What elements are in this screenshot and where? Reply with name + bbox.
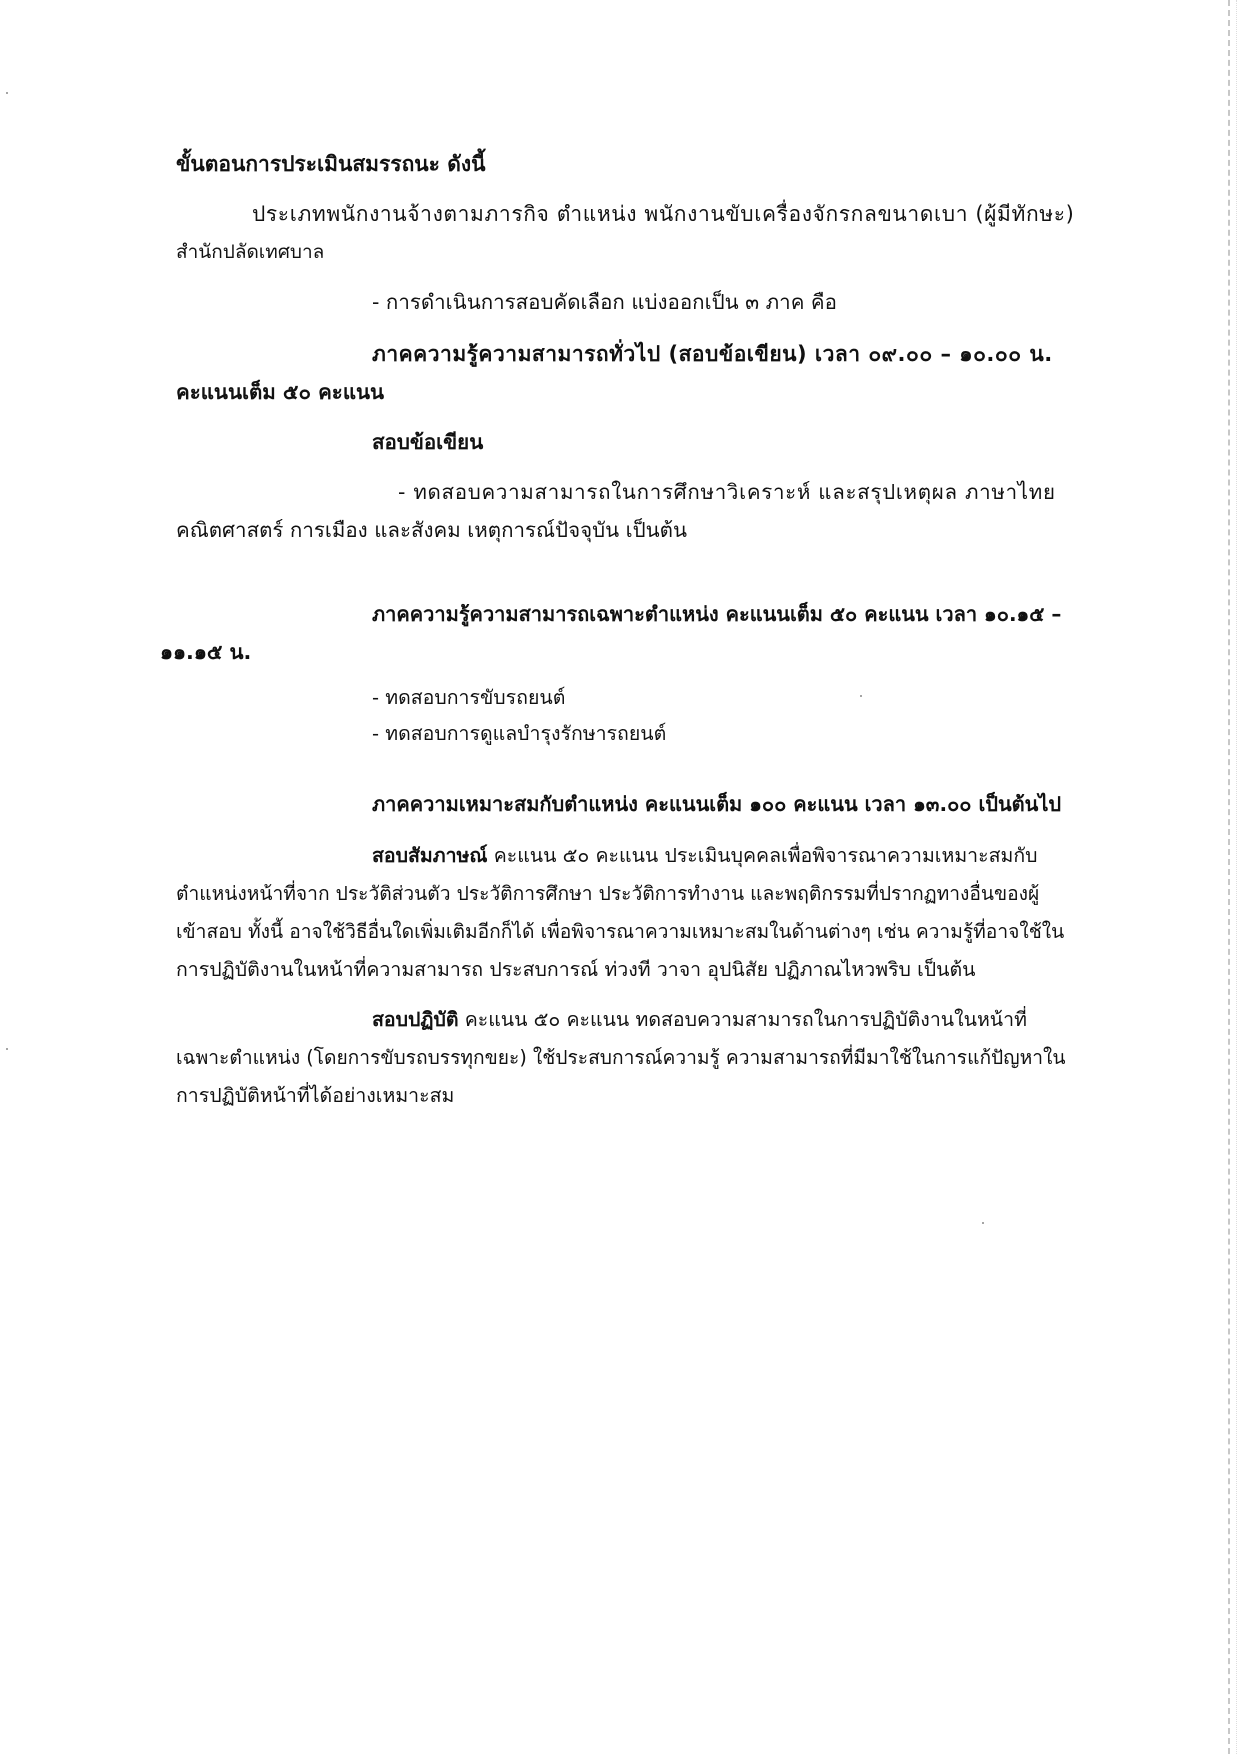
scan-speck <box>6 1048 8 1050</box>
part1-score: คะแนนเต็ม ๕๐ คะแนน <box>176 380 385 404</box>
part1-title: ภาคความรู้ความสามารถทั่วไป (สอบข้อเขียน) เวลา ๐๙.๐๐ – ๑๐.๐๐ น. <box>372 342 1053 366</box>
scan-edge-artifact <box>1228 0 1230 1754</box>
scan-speck <box>982 1222 984 1224</box>
interview-line-4: การปฏิบัติงานในหน้าที่ความสามารถ ประสบการณ์ ท่วงที วาจา อุปนิสัย ปฏิภาณไหวพริบ เป็นต้น <box>176 958 976 981</box>
intro-line-2: สำนักปลัดเทศบาล <box>176 241 325 263</box>
interview-line-1-text: คะแนน ๕๐ คะแนน ประเมินบุคคลเพื่อพิจารณาความเหมาะสมกับ <box>487 844 1038 867</box>
scan-edge-artifact-secondary <box>1236 0 1237 1754</box>
practical-label: สอบปฏิบัติ <box>372 1008 459 1031</box>
part1-detail-line-1: - ทดสอบความสามารถในการศึกษาวิเคราะห์ และสรุปเหตุผล ภาษาไทย <box>398 480 1056 504</box>
scan-speck <box>860 695 862 697</box>
exam-method: - การดำเนินการสอบคัดเลือก แบ่งออกเป็น ๓ ภาค คือ <box>372 290 837 314</box>
interview-line-1 <box>372 842 1038 870</box>
interview-label: สอบสัมภาษณ์ <box>372 844 488 867</box>
part2-item: - ทดสอบการดูแลบำรุงรักษารถยนต์ <box>372 722 667 745</box>
part2-title: ภาคความรู้ความสามารถเฉพาะตำแหน่ง คะแนนเต็ม ๕๐ คะแนน เวลา ๑๐.๑๕ – <box>372 602 1062 626</box>
part2-time-continued: ๑๑.๑๕ น. <box>160 640 252 664</box>
interview-line-3: เข้าสอบ ทั้งนี้ อาจใช้วิธีอื่นใดเพิ่มเติมอีกก็ได้ เพื่อพิจารณาความเหมาะสมในด้านต่างๆ เช่น ความรู้ที่อาจใช้ใน <box>176 920 1065 943</box>
part3-title: ภาคความเหมาะสมกับตำแหน่ง คะแนนเต็ม ๑๐๐ คะแนน เวลา ๑๓.๐๐ เป็นต้นไป <box>372 792 1062 816</box>
practical-line-1-text: คะแนน ๕๐ คะแนน ทดสอบความสามารถในการปฏิบัติงานในหน้าที่ <box>458 1008 1027 1031</box>
intro-line-1: ประเภทพนักงานจ้างตามภารกิจ ตำแหน่ง พนักงานขับเครื่องจักรกลขนาดเบา (ผู้มีทักษะ) <box>252 202 1075 226</box>
section-heading: ขั้นตอนการประเมินสมรรถนะ ดังนี้ <box>176 152 486 176</box>
part2-item: - ทดสอบการขับรถยนต์ <box>372 686 566 709</box>
interview-line-2: ตำแหน่งหน้าที่จาก ประวัติส่วนตัว ประวัติการศึกษา ประวัติการทำงาน และพฤติกรรมที่ปรากฏทางอื่นของผู้ <box>176 882 1040 905</box>
practical-line-2: เฉพาะตำแหน่ง (โดยการขับรถบรรทุกขยะ) ใช้ประสบการณ์ความรู้ ความสามารถที่มีมาใช้ในการแก้ปัญหาใน <box>176 1046 1066 1069</box>
part1-detail-line-2: คณิตศาสตร์ การเมือง และสังคม เหตุการณ์ปัจจุบัน เป็นต้น <box>176 518 687 542</box>
part1-subheading: สอบข้อเขียน <box>372 430 484 454</box>
practical-line-1 <box>372 1006 1027 1034</box>
practical-line-3: การปฏิบัติหน้าที่ได้อย่างเหมาะสม <box>176 1084 455 1107</box>
scan-speck <box>6 92 8 94</box>
